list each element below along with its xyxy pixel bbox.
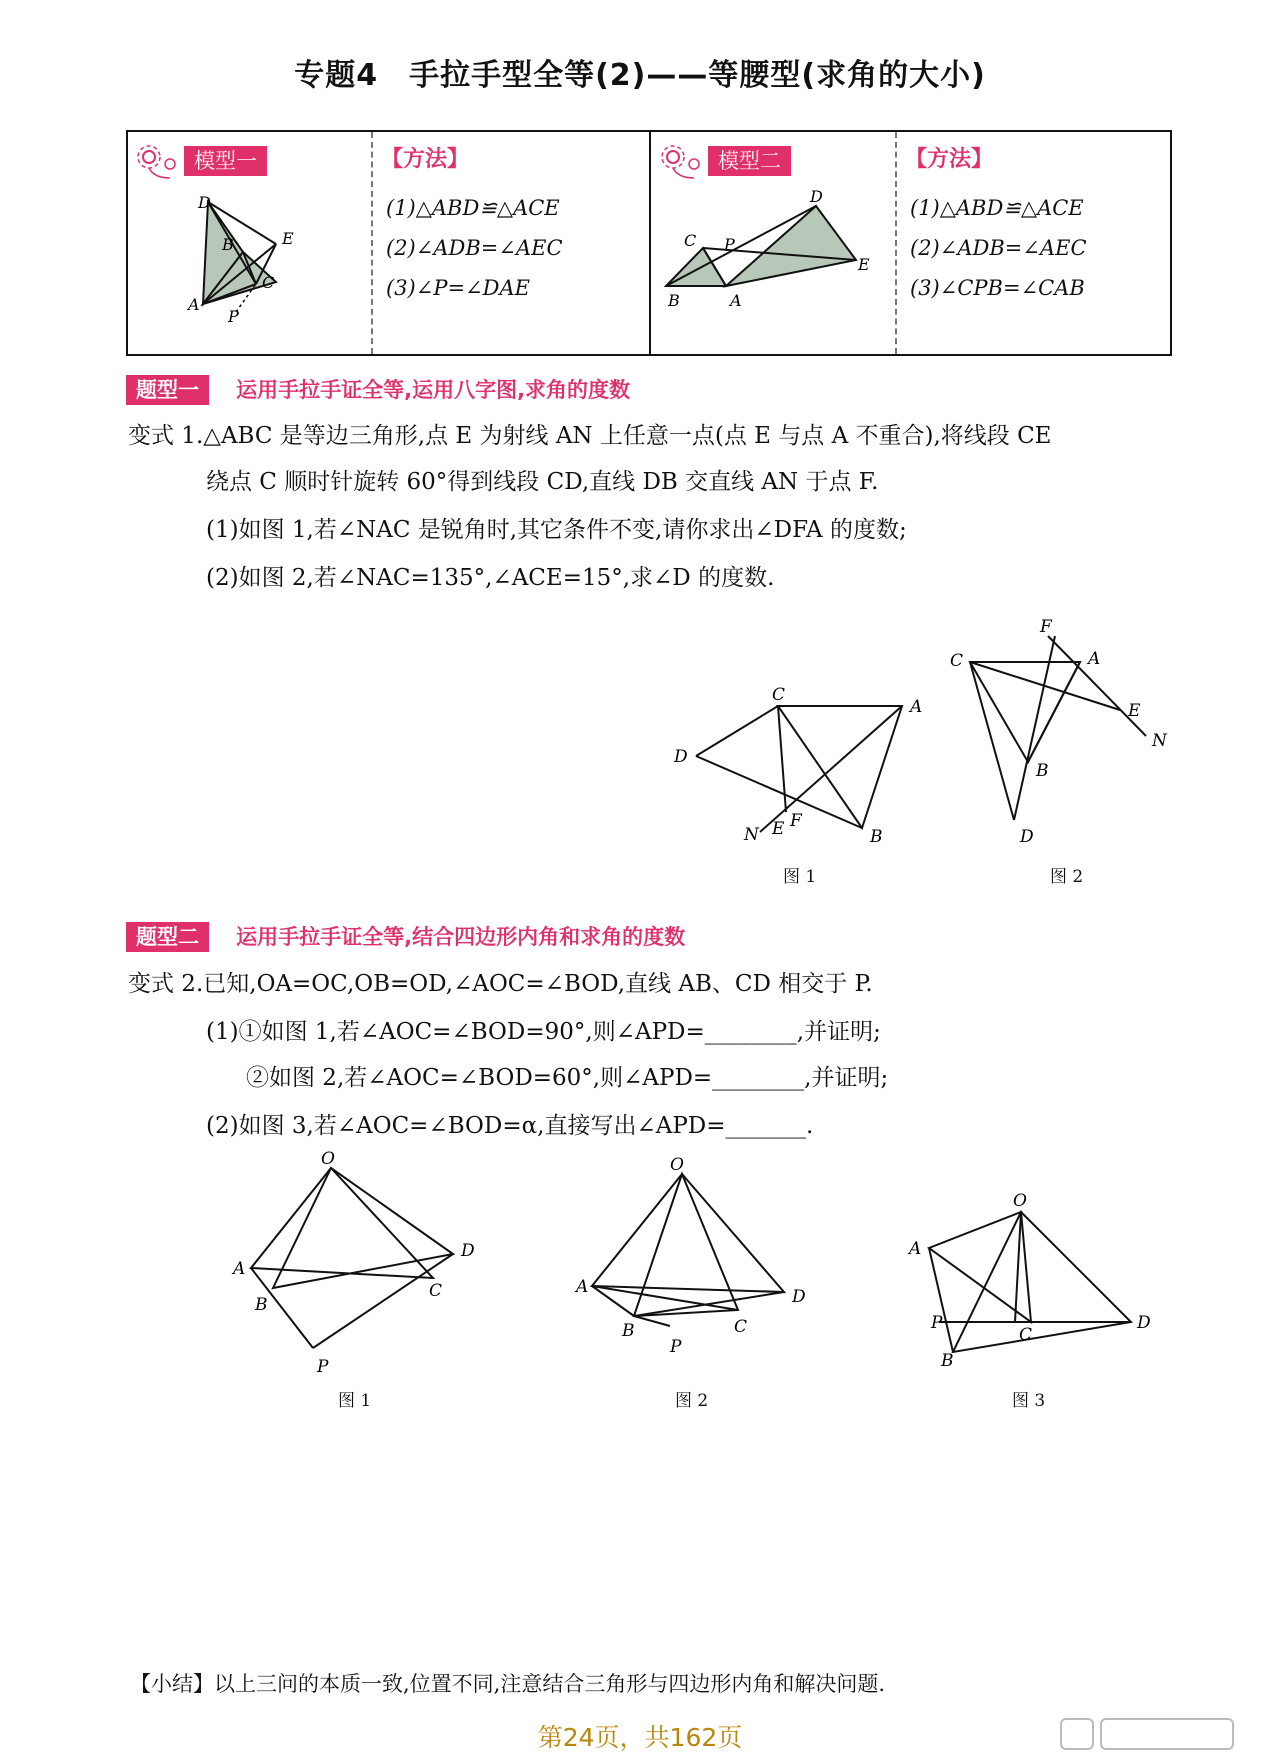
svg-text:C: C <box>684 231 697 250</box>
problem-one-line: 绕点 C 顺时针旋转 60°得到线段 CD,直线 DB 交直线 AN 于点 F. <box>206 469 879 495</box>
svg-text:C: C <box>262 273 275 292</box>
problem-two-line: (1)①如图 1,若∠AOC=∠BOD=90°,则∠APD=________,并证明; <box>206 1019 881 1045</box>
svg-text:E: E <box>858 255 870 274</box>
svg-text:A: A <box>1088 649 1101 669</box>
scroll-bar[interactable] <box>1100 1718 1234 1750</box>
figure-caption: 图 1 <box>783 867 817 887</box>
divider <box>371 132 373 354</box>
svg-text:O: O <box>670 1155 684 1175</box>
svg-text:P: P <box>228 307 239 326</box>
divider <box>895 132 897 354</box>
svg-text:B: B <box>222 235 234 254</box>
svg-text:C: C <box>1019 1325 1033 1345</box>
method-line: (2)∠ADB=∠AEC <box>910 236 1087 260</box>
problem-one-line: (2)如图 2,若∠NAC=135°,∠ACE=15°,求∠D 的度数. <box>206 565 775 591</box>
svg-text:B: B <box>1036 761 1049 781</box>
svg-text:O: O <box>1013 1191 1027 1211</box>
svg-text:P: P <box>670 1337 682 1357</box>
svg-text:D: D <box>792 1287 806 1307</box>
svg-text:C: C <box>429 1281 443 1301</box>
section-one-title: 运用手拉手证全等,运用八字图,求角的度数 <box>236 378 631 402</box>
svg-text:B: B <box>255 1295 268 1315</box>
model-one-figure <box>178 192 348 326</box>
svg-text:F: F <box>790 811 802 831</box>
svg-text:B: B <box>622 1321 635 1341</box>
figure-caption: 图 3 <box>1012 1391 1046 1411</box>
model-two-figure <box>658 188 868 318</box>
method-line: (1)△ABD≌△ACE <box>910 196 1084 220</box>
svg-text:D: D <box>810 187 823 206</box>
svg-text:B: B <box>941 1351 954 1371</box>
svg-text:P: P <box>317 1357 329 1377</box>
problem-two-figure-3 <box>905 1190 1155 1370</box>
svg-text:E: E <box>772 819 785 839</box>
svg-text:A: A <box>910 697 923 717</box>
problem-two-line: 变式 2.已知,OA=OC,OB=OD,∠AOC=∠BOD,直线 AB、CD 相交于 P. <box>128 971 873 997</box>
method-line: (3)∠P=∠DAE <box>386 276 530 300</box>
method-line: (2)∠ADB=∠AEC <box>386 236 563 260</box>
divider <box>649 132 651 354</box>
svg-text:O: O <box>321 1149 335 1169</box>
svg-text:D: D <box>198 193 211 212</box>
section-one-tag: 题型一 <box>126 375 209 405</box>
svg-text:A: A <box>233 1259 246 1279</box>
svg-text:B: B <box>668 291 680 310</box>
svg-text:C: C <box>772 685 786 705</box>
page-indicator: 第24页，共162页 <box>537 1723 743 1752</box>
section-two-heading <box>126 921 685 952</box>
problem-two-figure-2 <box>570 1155 820 1370</box>
method-tag: 【方法】 <box>905 147 994 172</box>
svg-text:F: F <box>1040 617 1052 637</box>
problem-one-figure-1 <box>660 680 940 860</box>
problem-two-figure-1 <box>225 1149 495 1377</box>
svg-text:P: P <box>724 235 735 254</box>
problem-two-line: (2)如图 3,若∠AOC=∠BOD=α,直接写出∠APD=_______. <box>206 1113 814 1139</box>
figure-caption: 图 2 <box>1050 867 1084 887</box>
problem-one-line: 变式 1.△ABC 是等边三角形,点 E 为射线 AN 上任意一点(点 E 与点 A 不重合),将线段 CE <box>128 423 1052 449</box>
section-two-tag: 题型二 <box>126 922 209 952</box>
svg-text:E: E <box>282 229 294 248</box>
problem-one-line: (1)如图 1,若∠NAC 是锐角时,其它条件不变,请你求出∠DFA 的度数; <box>206 517 907 543</box>
method-line: (3)∠CPB=∠CAB <box>910 276 1085 300</box>
svg-text:N: N <box>744 825 759 845</box>
svg-text:D: D <box>461 1241 475 1261</box>
summary-text: 【小结】以上三问的本质一致,位置不同,注意结合三角形与四边形内角和解决问题. <box>130 1672 886 1696</box>
figure-caption: 图 1 <box>338 1391 372 1411</box>
method-tag: 【方法】 <box>381 147 470 172</box>
svg-text:N: N <box>1152 731 1167 751</box>
method-line: (1)△ABD≌△ACE <box>386 196 560 220</box>
model-one-tag: 模型一 <box>184 146 267 176</box>
svg-text:C: C <box>950 651 964 671</box>
svg-text:C: C <box>734 1317 748 1337</box>
svg-text:A: A <box>730 291 742 310</box>
section-one-heading <box>126 374 630 405</box>
figure-caption: 图 2 <box>675 1391 709 1411</box>
svg-text:B: B <box>870 827 883 847</box>
model-two-tag: 模型二 <box>708 146 791 176</box>
flower-icon <box>134 142 184 182</box>
problem-two-line: ②如图 2,若∠AOC=∠BOD=60°,则∠APD=________,并证明; <box>246 1065 889 1091</box>
svg-text:D: D <box>1020 827 1034 847</box>
model-box <box>126 130 1172 356</box>
svg-text:A: A <box>909 1239 922 1259</box>
svg-text:A: A <box>188 295 200 314</box>
view-toggle-button[interactable] <box>1060 1718 1094 1750</box>
svg-text:D: D <box>1137 1313 1151 1333</box>
page-title: 专题4 手拉手型全等(2)——等腰型(求角的大小) <box>294 58 986 93</box>
svg-text:E: E <box>1128 701 1141 721</box>
svg-text:A: A <box>576 1277 589 1297</box>
problem-one-figure-2 <box>940 617 1170 850</box>
svg-text:P: P <box>931 1313 943 1333</box>
section-two-title: 运用手拉手证全等,结合四边形内角和求角的度数 <box>236 925 686 949</box>
flower-icon <box>658 142 708 182</box>
svg-text:D: D <box>674 747 688 767</box>
